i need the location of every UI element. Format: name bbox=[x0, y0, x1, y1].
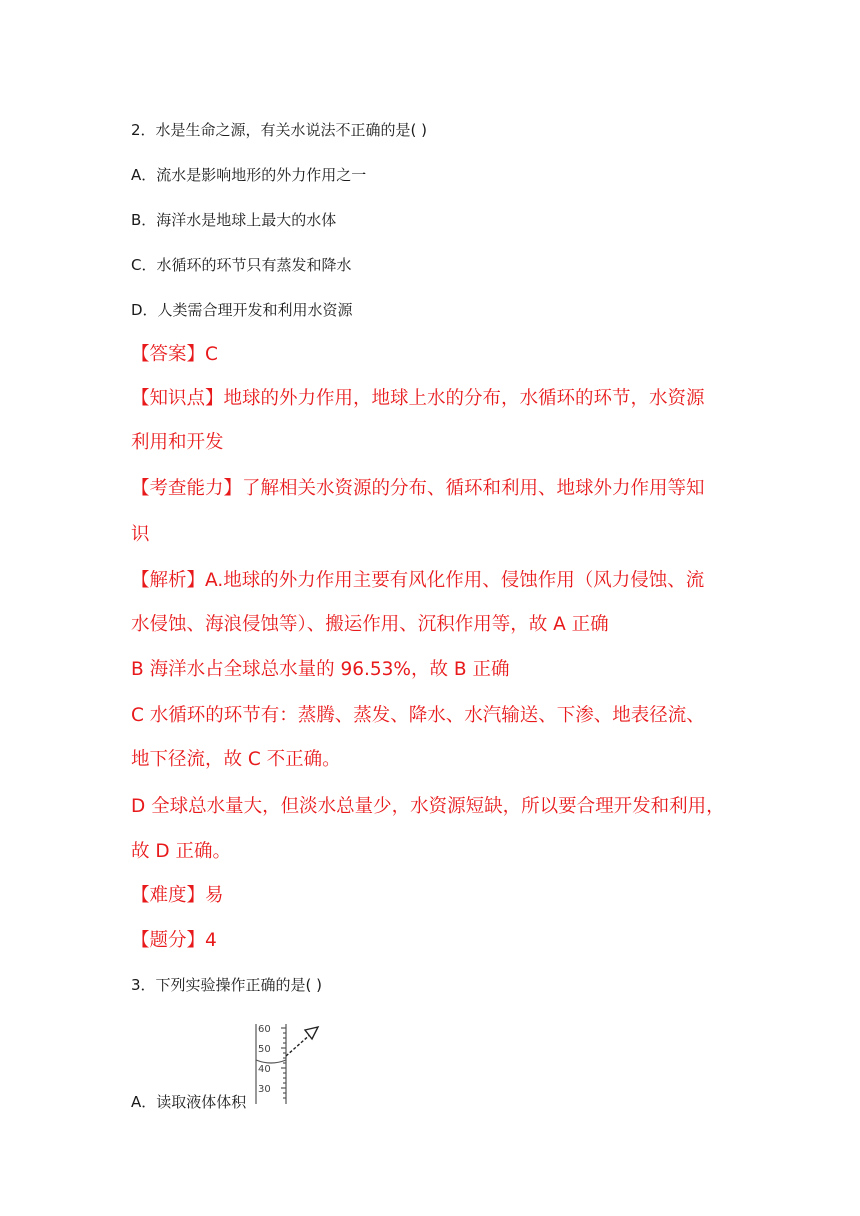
q2-analysis-line-2: 水侵蚀、海浪侵蚀等）、搬运作用、沉积作用等，故 A 正确 bbox=[131, 614, 609, 635]
liquid-meniscus bbox=[256, 1060, 286, 1063]
q2-answer: 【答案】C bbox=[131, 344, 218, 365]
eye-sight-line bbox=[286, 1027, 318, 1056]
q2-analysis-line-3: B 海洋水占全球总水量的 96.53%，故 B 正确 bbox=[131, 659, 510, 680]
q2-option-d: D．人类需合理开发和利用水资源 bbox=[131, 301, 353, 319]
q3-option-a: A．读取液体体积 bbox=[131, 1093, 247, 1111]
q2-analysis-line-5: 地下径流，故 C 不正确。 bbox=[131, 749, 341, 770]
tick-label-50: 50 bbox=[258, 1044, 271, 1055]
q2-option-c: C．水循环的环节只有蒸发和降水 bbox=[131, 256, 352, 274]
q2-stem: 2．水是生命之源，有关水说法不正确的是( ) bbox=[131, 121, 428, 139]
q2-knowledge-line-2: 利用和开发 bbox=[131, 432, 224, 453]
q2-ability-line-2: 识 bbox=[131, 524, 150, 545]
graduated-cylinder-figure bbox=[250, 1018, 322, 1108]
q2-analysis-line-6: D 全球总水量大，但淡水总量少，水资源短缺，所以要合理开发和利用， bbox=[131, 796, 725, 817]
q2-analysis-line-1: 【解析】A.地球的外力作用主要有风化作用、侵蚀作用（风力侵蚀、流 bbox=[131, 570, 705, 591]
eye-icon bbox=[305, 1027, 318, 1039]
tick-label-60: 60 bbox=[258, 1024, 271, 1035]
q2-option-a: A．流水是影响地形的外力作用之一 bbox=[131, 166, 367, 184]
q2-score: 【题分】4 bbox=[131, 930, 217, 951]
q2-knowledge-line-1: 【知识点】地球的外力作用，地球上水的分布，水循环的环节，水资源 bbox=[131, 388, 705, 409]
q2-analysis-line-7: 故 D 正确。 bbox=[131, 841, 232, 862]
q2-ability-line-1: 【考查能力】了解相关水资源的分布、循环和利用、地球外力作用等知 bbox=[131, 478, 705, 499]
tick-label-40: 40 bbox=[258, 1064, 271, 1075]
q2-analysis-line-4: C 水循环的环节有：蒸腾、蒸发、降水、水汽输送、下渗、地表径流、 bbox=[131, 705, 705, 726]
q2-difficulty: 【难度】易 bbox=[131, 885, 224, 906]
q2-option-b: B．海洋水是地球上最大的水体 bbox=[131, 211, 337, 229]
q3-stem: 3．下列实验操作正确的是( ) bbox=[131, 976, 323, 994]
tick-label-30: 30 bbox=[258, 1084, 271, 1095]
